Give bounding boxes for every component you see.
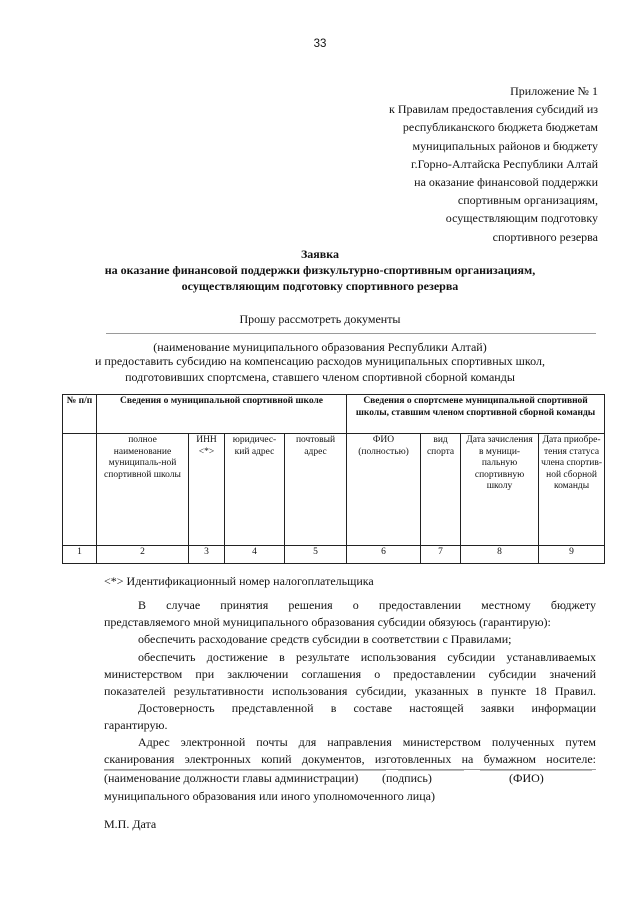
column-number-cell: 1	[63, 546, 97, 564]
column-number-cell: 7	[421, 546, 461, 564]
subheader-cell: полное наименование муниципаль-ной спортивной школы	[97, 434, 189, 546]
header-number: № п/п	[63, 395, 97, 434]
municipality-caption: (наименование муниципального образования Республики Алтай)	[153, 340, 487, 354]
subheader-cell: юридичес-кий адрес	[225, 434, 285, 546]
org-label: муниципального образования или иного уполномоченного лица)	[104, 789, 435, 803]
paragraph-line: обеспечить расходование средств субсидии в соответствии с Правилами;	[138, 632, 512, 646]
appendix-line: г.Горно-Алтайска Республики Алтай	[411, 156, 598, 171]
subheader-cell: почтовый адрес	[285, 434, 347, 546]
appendix-line: осуществляющим подготовку	[445, 211, 598, 226]
appendix-line: на оказание финансовой поддержки	[414, 175, 598, 190]
paragraph-line: гарантирую.	[104, 718, 168, 732]
appendix-line: муниципальных районов и бюджету	[412, 138, 598, 153]
title-line: Заявка	[300, 247, 340, 261]
stamp-date: М.П. Дата	[104, 817, 157, 831]
column-number-cell: 3	[189, 546, 225, 564]
signature-label: (подпись)	[382, 771, 432, 785]
title-line: на оказание финансовой поддержки физкультурно-спортивным организациям,	[104, 263, 536, 277]
request-line: Прошу рассмотреть документы	[239, 312, 401, 326]
paragraph-line: представляемого мной муниципального образования субсидии обязуюсь (гарантирую):	[104, 615, 551, 629]
column-number-cell: 9	[539, 546, 605, 564]
column-number-cell: 4	[225, 546, 285, 564]
paragraph-line: Достоверность представленной в составе настоящей заявки информации	[138, 701, 596, 715]
fio-label: (ФИО)	[509, 771, 544, 785]
purpose-line: и предоставить субсидию на компенсацию расходов муниципальных спортивных школ,	[95, 354, 545, 368]
column-number-cell: 5	[285, 546, 347, 564]
paragraph-line: сканирования электронных копий документов, изготовленных на бумажном носителе:	[104, 752, 596, 766]
paragraph-line: показателей результативности использования субсидии, указанных в пункте 18 Правил.	[104, 684, 596, 698]
header-school-info: Сведения о муниципальной спортивной школе	[97, 395, 347, 434]
paragraph-line: министерством при заключении соглашения о предоставлении субсидии значений	[104, 667, 596, 681]
subheader-cell: вид спорта	[421, 434, 461, 546]
column-number-cell: 8	[461, 546, 539, 564]
paragraph-line: В случае принятия решения о предоставлении местному бюджету	[138, 598, 596, 612]
request-table	[62, 394, 605, 564]
paragraph-line: обеспечить достижение в результате использования субсидии устанавливаемых	[138, 650, 596, 664]
appendix-block	[348, 82, 598, 246]
appendix-line: республиканского бюджета бюджетам	[402, 120, 598, 135]
appendix-line: к Правилам предоставления субсидий из	[388, 102, 598, 117]
subheader-cell	[63, 434, 97, 546]
appendix-line: Приложение № 1	[510, 84, 598, 98]
document-title	[60, 246, 580, 294]
appendix-line: спортивным организациям,	[457, 193, 598, 208]
municipality-field-line	[106, 333, 596, 334]
subheader-cell: ИНН <*>	[189, 434, 225, 546]
page-number: 33	[313, 38, 327, 50]
footnote: <*> Идентификационный номер налогоплательщика	[104, 574, 374, 588]
paragraph-line: Адрес электронной почты для направления министерством полученных путем	[138, 735, 596, 749]
subheader-cell: ФИО (полностью)	[347, 434, 421, 546]
purpose-line: подготовивших спортсмена, ставшего членом спортивной сборной команды	[125, 370, 515, 384]
column-number-cell: 2	[97, 546, 189, 564]
appendix-line: спортивного резерва	[492, 229, 598, 244]
header-athlete-info: Сведения о спортсмене муниципальной спортивной школы, ставшим членом спортивной сборной команды	[347, 395, 605, 434]
title-line: осуществляющим подготовку спортивного резерва	[181, 279, 459, 293]
subheader-cell: Дата зачисления в муници-пальную спортивную школу	[461, 434, 539, 546]
subheader-cell: Дата приобре-тения статуса члена спортив-ной сборной команды	[539, 434, 605, 546]
column-number-cell: 6	[347, 546, 421, 564]
position-label: (наименование должности главы администрации)	[104, 771, 359, 785]
